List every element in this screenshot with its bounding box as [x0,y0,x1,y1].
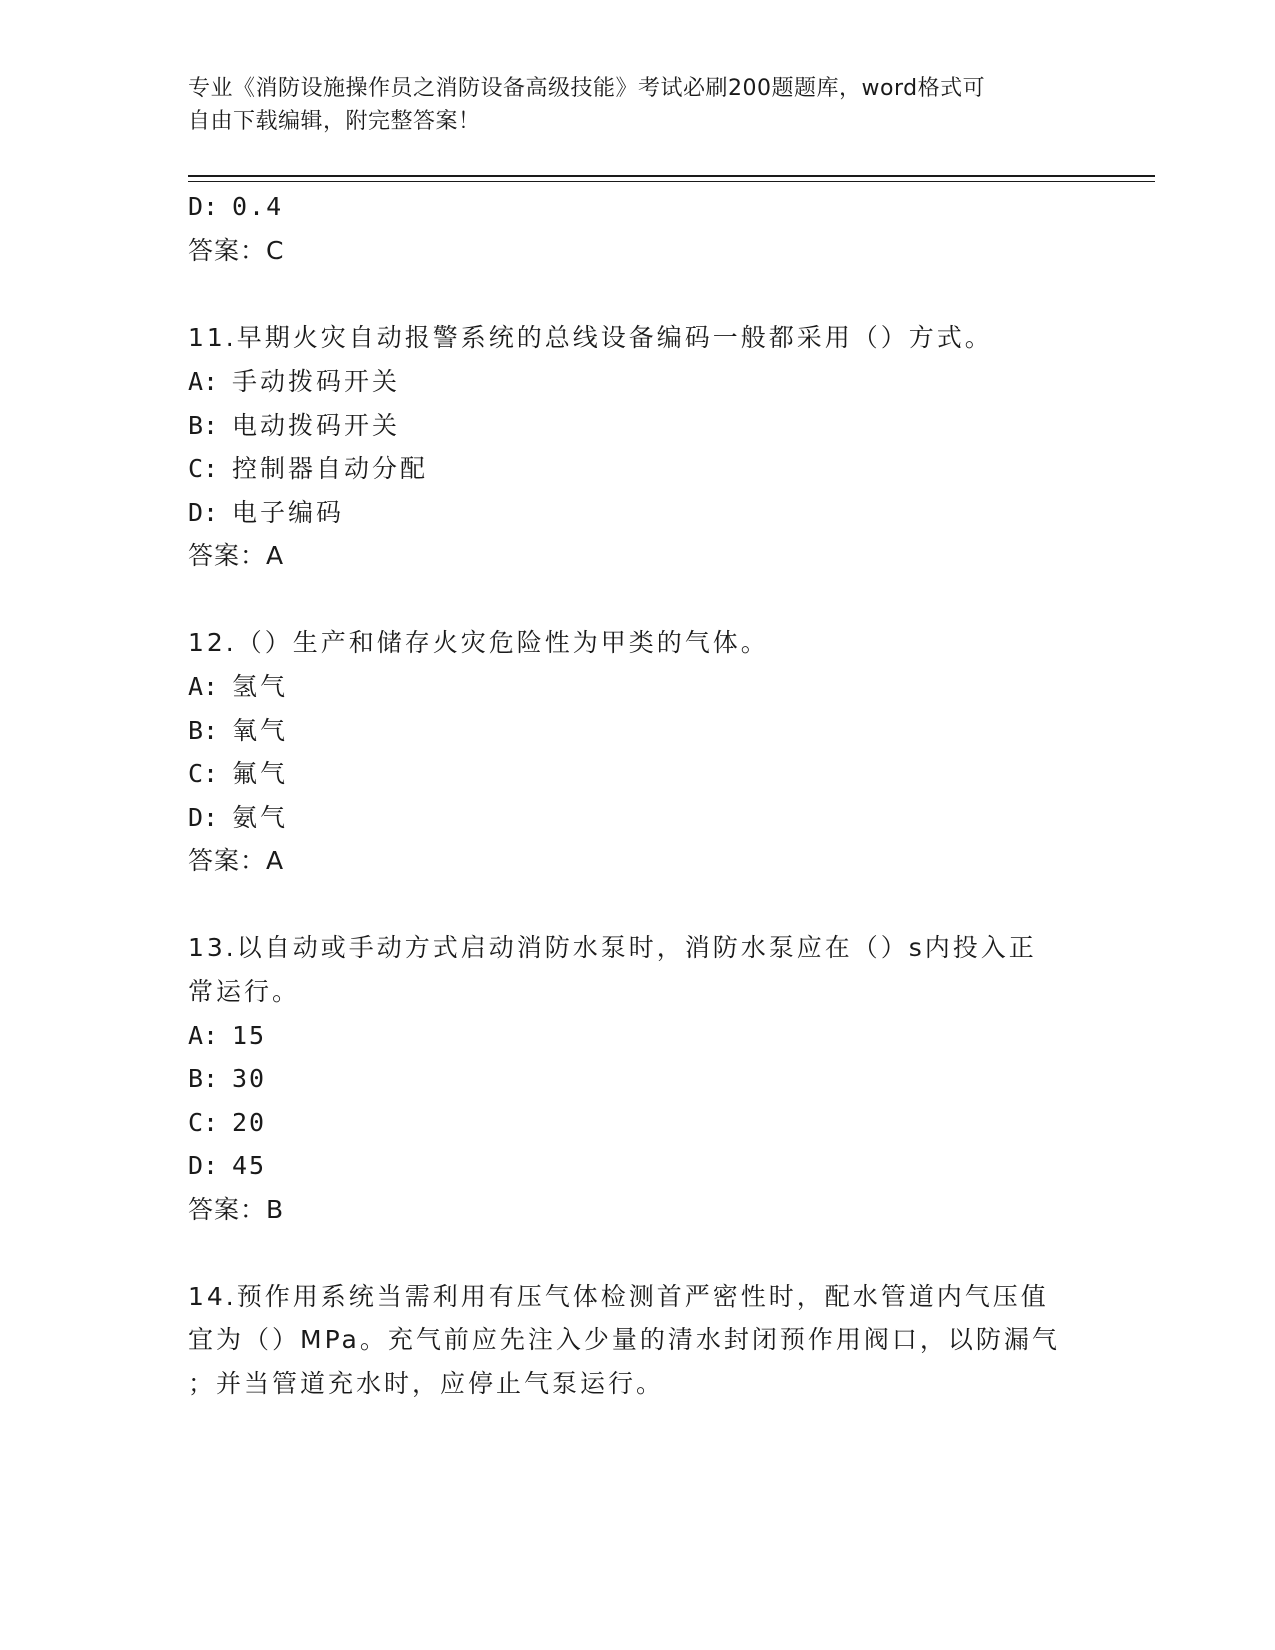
option-label: A: [188,672,219,701]
q12-option-a [188,670,288,704]
q10-option-d [188,190,283,224]
q11-stem: 11.早期火灾自动报警系统的总线设备编码一般都采用（）方式。 [188,323,993,352]
q11-option-a [188,365,400,399]
q13-stem-line-1: 13.以自动或手动方式启动消防水泵时，消防水泵应在（）s内投入正 [188,933,1037,962]
header-title-line-1: 专业《消防设施操作员之消防设备高级技能》考试必刷200题题库，word格式可 [188,76,986,101]
option-label: C: [188,759,219,788]
option-text: 氧气 [232,716,289,745]
q13-option-b [188,1062,266,1096]
q13-option-c [188,1106,266,1140]
option-label: B: [188,716,219,745]
q11-option-d [188,496,344,530]
header-divider-thin [188,181,1155,182]
q14-stem-line-2: 宜为（）MPa。充气前应先注入少量的清水封闭预作用阀口，以防漏气 [188,1325,1060,1354]
option-label: D: [188,498,219,527]
q12-option-c [188,757,288,791]
option-label: D: [188,192,219,221]
q13-stem-line-2: 常运行。 [188,977,301,1006]
header-divider-thick [188,175,1155,177]
q14-stem-line-1: 14.预作用系统当需利用有压气体检测首严密性时，配水管道内气压值 [188,1282,1049,1311]
q13-answer: 答案：B [188,1195,285,1224]
q11-option-b [188,409,400,443]
header-title-line-2: 自由下载编辑，附完整答案！ [188,109,481,134]
option-label: B: [188,1064,219,1093]
option-label: C: [188,454,219,483]
q12-stem: 12.（）生产和储存火灾危险性为甲类的气体。 [188,628,769,657]
option-text: 氟气 [232,759,289,788]
option-text: 控制器自动分配 [232,454,429,483]
q13-option-a [188,1019,266,1053]
option-text: 电子编码 [232,498,345,527]
option-label: C: [188,1108,219,1137]
option-text: 手动拨码开关 [232,367,401,396]
q11-answer: 答案：A [188,541,285,570]
option-text: 氢气 [232,672,289,701]
option-label: A: [188,367,219,396]
document-header [188,72,1068,138]
q12-answer: 答案：A [188,846,285,875]
q10-answer: 答案：C [188,236,285,265]
option-text: 30 [232,1064,267,1093]
option-label: A: [188,1021,219,1050]
option-text: 20 [232,1108,267,1137]
option-text: 45 [232,1151,267,1180]
option-label: D: [188,1151,219,1180]
q11-option-c [188,452,428,486]
q13-option-d [188,1149,266,1183]
q14-stem-line-3: ；并当管道充水时，应停止气泵运行。 [188,1369,665,1398]
option-label: B: [188,411,219,440]
q12-option-b [188,714,288,748]
option-text: 15 [232,1021,267,1050]
option-text: 0.4 [232,192,284,221]
option-text: 氨气 [232,803,289,832]
option-text: 电动拨码开关 [232,411,401,440]
q12-option-d [188,801,288,835]
option-label: D: [188,803,219,832]
